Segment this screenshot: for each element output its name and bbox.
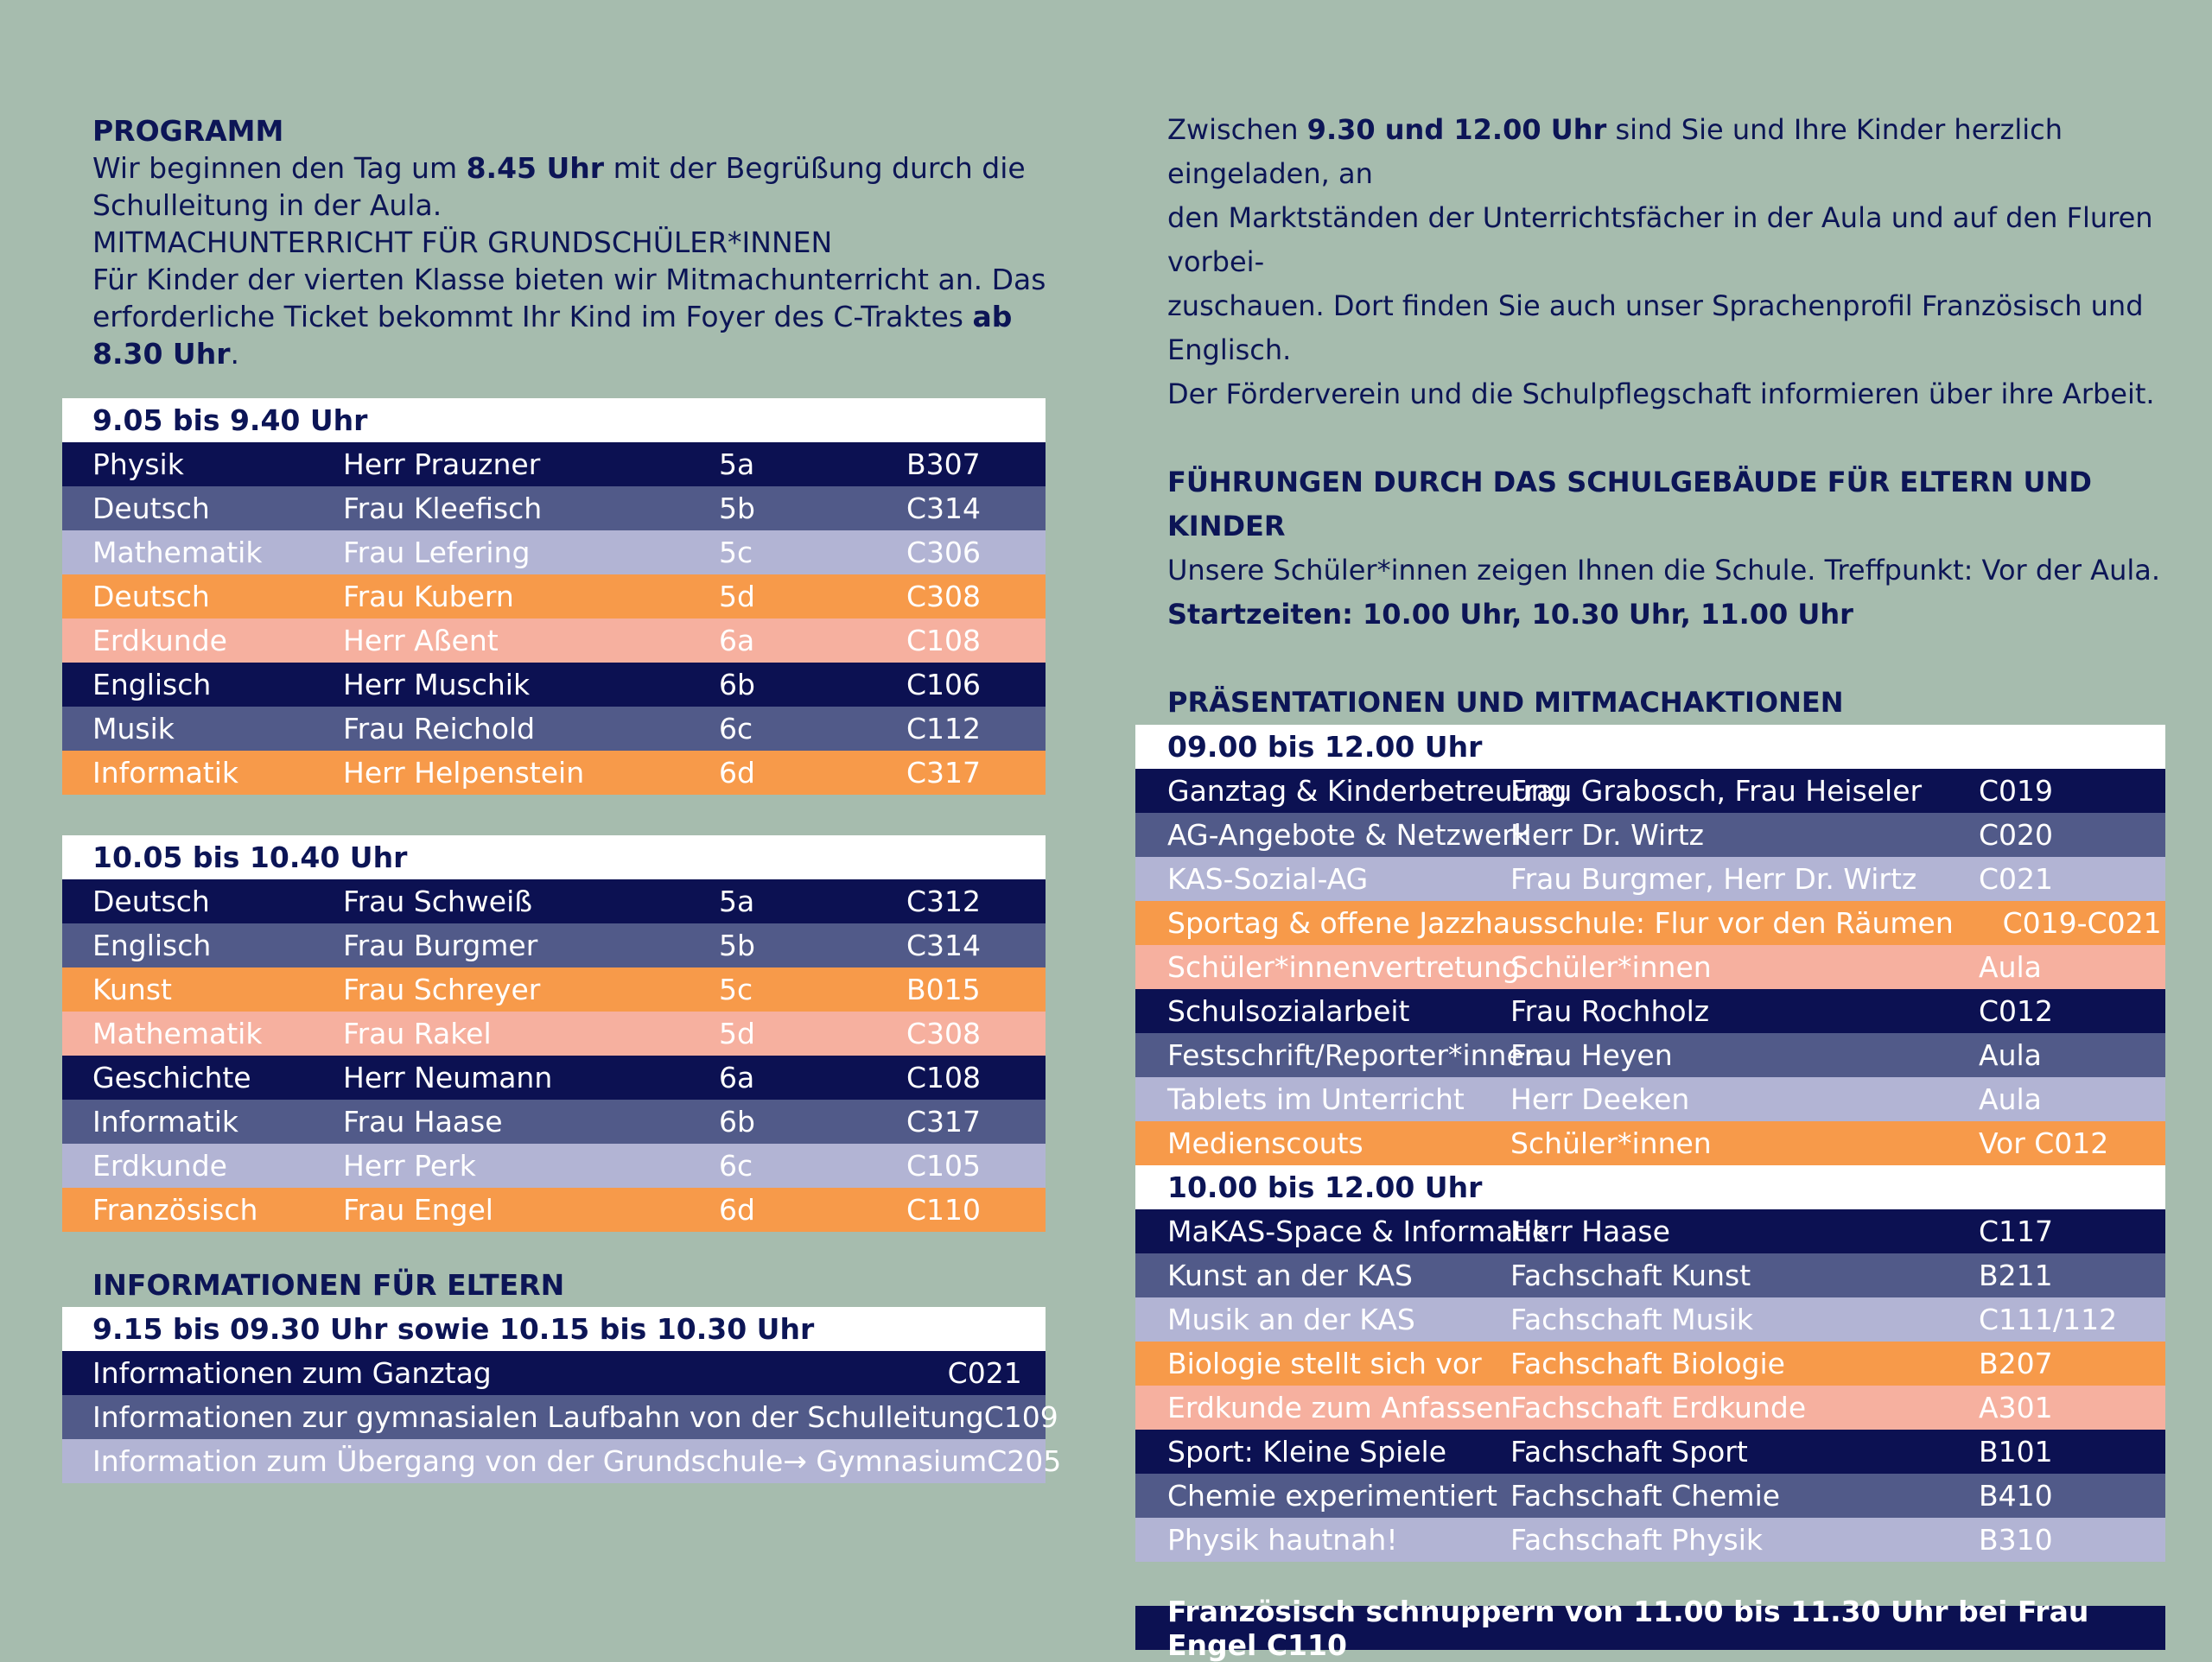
- topic-cell: Tablets im Unterricht: [1167, 1082, 1465, 1116]
- session-row: [62, 530, 1046, 574]
- room-cell: C317: [906, 756, 982, 790]
- topic-cell: Musik an der KAS: [1167, 1303, 1415, 1336]
- presenter-cell: Fachschaft Kunst: [1510, 1259, 1751, 1292]
- class-cell: 5c: [719, 973, 753, 1006]
- room-cell: B410: [1979, 1479, 2053, 1513]
- presenter-cell: Frau Burgmer, Herr Dr. Wirtz: [1510, 862, 1917, 896]
- room-cell: C314: [906, 929, 982, 962]
- room-cell: C111/112: [1979, 1303, 2118, 1336]
- subject-cell: Informatik: [92, 756, 239, 790]
- info-row: [62, 1395, 1058, 1439]
- teacher-cell: Frau Kubern: [343, 580, 514, 613]
- subject-cell: Physik: [92, 447, 184, 481]
- room-cell: C105: [906, 1149, 982, 1183]
- time-label: 09.00 bis 12.00 Uhr: [1167, 730, 1483, 764]
- teacher-cell: Herr Aßent: [343, 624, 499, 657]
- subject-cell: Deutsch: [92, 885, 210, 918]
- programm-intro: [62, 112, 1047, 372]
- subject-cell: Musik: [92, 712, 175, 745]
- text: erforderliche Ticket bekommt Ihr Kind im Foyer des C-Traktes: [92, 300, 973, 333]
- presentations-section: [1135, 681, 2165, 1562]
- subject-cell: Französisch: [92, 1193, 258, 1227]
- topic-cell: Medienscouts: [1167, 1126, 1363, 1160]
- room-cell: C314: [906, 492, 982, 525]
- presentations-heading: PRÄSENTATIONEN UND MITMACHAKTIONEN: [1167, 686, 1844, 719]
- info-time: [62, 1307, 1046, 1351]
- room-cell: C012: [1979, 994, 2054, 1028]
- room-cell: B207: [1979, 1347, 2053, 1380]
- class-cell: 5d: [719, 1017, 755, 1050]
- topic-cell: Physik hautnah!: [1167, 1523, 1398, 1557]
- teacher-cell: Frau Schweiß: [343, 885, 533, 918]
- class-cell: 6b: [719, 668, 755, 701]
- presentation-row: [1135, 857, 2165, 901]
- bold-text: 8.45 Uhr: [466, 151, 605, 185]
- presenter-cell: Fachschaft Sport: [1510, 1435, 1748, 1469]
- presenter-cell: Frau Grabosch, Frau Heiseler: [1510, 774, 1923, 808]
- session-row: [62, 663, 1046, 707]
- room-cell: C110: [906, 1193, 982, 1227]
- presentation-row: [1135, 1342, 2165, 1386]
- session-row: [62, 751, 1046, 795]
- teacher-cell: Herr Helpenstein: [343, 756, 585, 790]
- session2-time: [62, 835, 1046, 879]
- info-row: [62, 1351, 1046, 1395]
- topic-cell: Chemie experimentiert: [1167, 1479, 1497, 1513]
- presentation-row: [1135, 989, 2165, 1033]
- session-row: [62, 486, 1046, 530]
- topic-cell: Ganztag & Kinderbetreuung: [1167, 774, 1567, 808]
- room-cell: B310: [1979, 1523, 2053, 1557]
- mitmach-heading: MITMACHUNTERRICHT FÜR GRUNDSCHÜLER*INNEN: [92, 225, 833, 259]
- subject-cell: Englisch: [92, 929, 212, 962]
- text: sind Sie und Ihre Kinder herzlich eingeladen, an: [1167, 113, 2063, 190]
- topic-cell: Schulsozialarbeit: [1167, 994, 1410, 1028]
- presentation-row: [1135, 1518, 2165, 1562]
- subject-cell: Erdkunde: [92, 624, 227, 657]
- bold-text: ab 8.30 Uhr: [92, 300, 1013, 371]
- subject-cell: Deutsch: [92, 492, 210, 525]
- room-cell: C021: [947, 1356, 1022, 1390]
- session1-rows: [62, 442, 1046, 795]
- presentation-row: [1135, 1077, 2165, 1121]
- presenter-cell: Herr Dr. Wirtz: [1510, 818, 1704, 852]
- presentation-row: [1135, 1209, 2165, 1253]
- left-column: [62, 112, 1062, 1483]
- block2-time: [1135, 1165, 2165, 1209]
- session-row: [62, 923, 1046, 967]
- presentation-row: [1135, 1297, 2165, 1342]
- room-cell: C308: [906, 580, 982, 613]
- time-label: 10.00 bis 12.00 Uhr: [1167, 1170, 1483, 1204]
- block1-time: [1135, 725, 2165, 769]
- class-cell: 6b: [719, 1105, 755, 1139]
- text: Zwischen: [1167, 113, 1307, 146]
- block1-rows: [1135, 769, 2165, 1165]
- room-cell: C205: [987, 1444, 1062, 1478]
- presentation-row: [1135, 769, 2165, 813]
- room-cell: C020: [1979, 818, 2054, 852]
- session-row: [62, 1144, 1046, 1188]
- session-row: [62, 574, 1046, 618]
- session2-rows: [62, 879, 1046, 1232]
- class-cell: 5a: [719, 447, 755, 481]
- presentation-row: [1135, 945, 2165, 989]
- text: .: [230, 337, 239, 371]
- subject-cell: Kunst: [92, 973, 172, 1006]
- presenter-cell: Schüler*innen: [1510, 1126, 1712, 1160]
- session-row: [62, 442, 1046, 486]
- subject-cell: Mathematik: [92, 536, 263, 569]
- topic-cell: Festschrift/Reporter*innen: [1167, 1038, 1542, 1072]
- room-cell: Vor C012: [1979, 1126, 2109, 1160]
- subject-cell: Deutsch: [92, 580, 210, 613]
- info-row: [62, 1439, 1062, 1483]
- room-cell: C117: [1979, 1215, 2054, 1248]
- info-table: [62, 1307, 1062, 1483]
- subject-cell: Mathematik: [92, 1017, 263, 1050]
- subject-cell: Erdkunde: [92, 1149, 227, 1183]
- room-cell: C019: [1979, 774, 2054, 808]
- presenter-cell: Fachschaft Musik: [1510, 1303, 1754, 1336]
- info-text-cell: Information zum Übergang von der Grundschule→ Gymnasium: [92, 1444, 988, 1478]
- tours-text: Unsere Schüler*innen zeigen Ihnen die Schule. Treffpunkt: Vor der Aula.: [1167, 554, 2161, 587]
- subject-cell: Englisch: [92, 668, 212, 701]
- session-row: [62, 1012, 1046, 1056]
- presenter-cell: Herr Haase: [1510, 1215, 1670, 1248]
- topic-cell: Erdkunde zum Anfassen: [1167, 1391, 1512, 1424]
- teacher-cell: Frau Reichold: [343, 712, 536, 745]
- session1-time: [62, 398, 1046, 442]
- teacher-cell: Herr Prauzner: [343, 447, 541, 481]
- presenter-cell: Fachschaft Physik: [1510, 1523, 1763, 1557]
- session1-table: [62, 398, 1046, 795]
- info-text-cell: Informationen zum Ganztag: [92, 1356, 492, 1390]
- session2-table: [62, 835, 1046, 1232]
- room-cell: B307: [906, 447, 981, 481]
- text: mit der Begrüßung durch die: [604, 151, 1026, 185]
- room-cell: B015: [906, 973, 981, 1006]
- intro-line: zuschauen. Dort finden Sie auch unser Sprachenprofil Französisch und Englisch.: [1167, 289, 2144, 366]
- teacher-cell: Frau Haase: [343, 1105, 503, 1139]
- programm-line: [92, 149, 1047, 187]
- topic-cell: KAS-Sozial-AG: [1167, 862, 1369, 896]
- presentations-table: [1135, 725, 2165, 1562]
- time-label: 9.15 bis 09.30 Uhr sowie 10.15 bis 10.30 Uhr: [92, 1312, 815, 1346]
- topic-cell: AG-Angebote & Netzwerk: [1167, 818, 1530, 852]
- block2-rows: [1135, 1209, 2165, 1562]
- tours-section: [1135, 460, 2165, 637]
- programm-line: [92, 298, 1047, 372]
- teacher-cell: Frau Engel: [343, 1193, 493, 1227]
- room-cell: A301: [1979, 1391, 2053, 1424]
- room-cell: B211: [1979, 1259, 2053, 1292]
- topic-cell: Sportag & offene Jazzhausschule: Flur vor den Räumen: [1167, 906, 1954, 940]
- presenter-cell: Fachschaft Erdkunde: [1510, 1391, 1807, 1424]
- teacher-cell: Herr Muschik: [343, 668, 531, 701]
- presentation-row: [1135, 813, 2165, 857]
- teacher-cell: Frau Burgmer: [343, 929, 538, 962]
- room-cell: B101: [1979, 1435, 2053, 1469]
- tours-heading: FÜHRUNGEN DURCH DAS SCHULGEBÄUDE FÜR ELTERN UND KINDER: [1167, 466, 2092, 542]
- room-cell: C108: [906, 624, 982, 657]
- presentation-row: [1135, 1430, 2165, 1474]
- info-rows: [62, 1351, 1062, 1483]
- session-row: [62, 707, 1046, 751]
- class-cell: 6a: [719, 1061, 755, 1094]
- presentation-row: [1135, 1386, 2165, 1430]
- room-cell: C308: [906, 1017, 982, 1050]
- french-taster: Französisch schnuppern von 11.00 bis 11.30 Uhr bei Frau Engel C110: [1135, 1606, 2165, 1650]
- final-banner: [1135, 1594, 2165, 1662]
- room-cell: C106: [906, 668, 982, 701]
- presentation-row: [1135, 901, 2165, 945]
- info-section: [62, 1263, 1047, 1307]
- topic-cell: Sport: Kleine Spiele: [1167, 1435, 1447, 1469]
- presenter-cell: Frau Rochholz: [1510, 994, 1710, 1028]
- room-cell: C112: [906, 712, 982, 745]
- session-row: [62, 1056, 1046, 1100]
- class-cell: 6c: [719, 1149, 753, 1183]
- class-cell: 5c: [719, 536, 753, 569]
- programm-line: Schulleitung in der Aula.: [92, 188, 442, 222]
- intro-line: Der Förderverein und die Schulpflegschaft informieren über ihre Arbeit.: [1167, 377, 2155, 410]
- class-cell: 5b: [719, 929, 755, 962]
- room-cell: C108: [906, 1061, 982, 1094]
- class-cell: 6c: [719, 712, 753, 745]
- session-row: [62, 1188, 1046, 1232]
- intro-line: [1167, 108, 2165, 196]
- presenter-cell: Fachschaft Chemie: [1510, 1479, 1781, 1513]
- time-label: 10.05 bis 10.40 Uhr: [92, 841, 408, 874]
- right-column: [1135, 108, 2165, 1662]
- presentation-row: [1135, 1033, 2165, 1077]
- room-cell: C312: [906, 885, 982, 918]
- teacher-cell: Herr Neumann: [343, 1061, 553, 1094]
- presenter-cell: Fachschaft Biologie: [1510, 1347, 1785, 1380]
- class-cell: 6d: [719, 1193, 755, 1227]
- programm-line: Für Kinder der vierten Klasse bieten wir Mitmachunterricht an. Das: [92, 263, 1046, 296]
- right-intro: [1135, 108, 2165, 416]
- session-row: [62, 618, 1046, 663]
- session-row: [62, 967, 1046, 1012]
- room-cell: C019-C021: [2002, 906, 2162, 940]
- info-heading: INFORMATIONEN FÜR ELTERN: [92, 1268, 565, 1302]
- class-cell: 5d: [719, 580, 755, 613]
- room-cell: C306: [906, 536, 982, 569]
- tours-times: Startzeiten: 10.00 Uhr, 10.30 Uhr, 11.00 Uhr: [1167, 598, 1853, 631]
- topic-cell: MaKAS-Space & Informatik: [1167, 1215, 1549, 1248]
- room-cell: C021: [1979, 862, 2054, 896]
- class-cell: 5a: [719, 885, 755, 918]
- class-cell: 5b: [719, 492, 755, 525]
- topic-cell: Schüler*innenvertretung: [1167, 950, 1520, 984]
- programm-heading: PROGRAMM: [92, 114, 284, 148]
- class-cell: 6d: [719, 756, 755, 790]
- room-cell: Aula: [1979, 1038, 2042, 1072]
- bold-text: 9.30 und 12.00 Uhr: [1306, 113, 1607, 146]
- presenter-cell: Frau Heyen: [1510, 1038, 1673, 1072]
- room-cell: Aula: [1979, 1082, 2042, 1116]
- class-cell: 6a: [719, 624, 755, 657]
- teacher-cell: Frau Kleefisch: [343, 492, 543, 525]
- time-label: 9.05 bis 9.40 Uhr: [92, 403, 368, 437]
- room-cell: C317: [906, 1105, 982, 1139]
- session-row: [62, 879, 1046, 923]
- room-cell: Aula: [1979, 950, 2042, 984]
- presentation-row: [1135, 1253, 2165, 1297]
- teacher-cell: Frau Lefering: [343, 536, 531, 569]
- teacher-cell: Herr Perk: [343, 1149, 476, 1183]
- intro-line: den Marktständen der Unterrichtsfächer in der Aula und auf den Fluren vorbei-: [1167, 201, 2153, 278]
- presentation-row: [1135, 1121, 2165, 1165]
- teacher-cell: Frau Schreyer: [343, 973, 541, 1006]
- info-text-cell: Informationen zur gymnasialen Laufbahn von der Schulleitung: [92, 1400, 984, 1434]
- room-cell: C109: [983, 1400, 1058, 1434]
- subject-cell: Geschichte: [92, 1061, 251, 1094]
- teacher-cell: Frau Rakel: [343, 1017, 492, 1050]
- session-row: [62, 1100, 1046, 1144]
- presenter-cell: Schüler*innen: [1510, 950, 1712, 984]
- topic-cell: Biologie stellt sich vor: [1167, 1347, 1482, 1380]
- subject-cell: Informatik: [92, 1105, 239, 1139]
- presentation-row: [1135, 1474, 2165, 1518]
- topic-cell: Kunst an der KAS: [1167, 1259, 1413, 1292]
- presenter-cell: Herr Deeken: [1510, 1082, 1690, 1116]
- text: Wir beginnen den Tag um: [92, 151, 467, 185]
